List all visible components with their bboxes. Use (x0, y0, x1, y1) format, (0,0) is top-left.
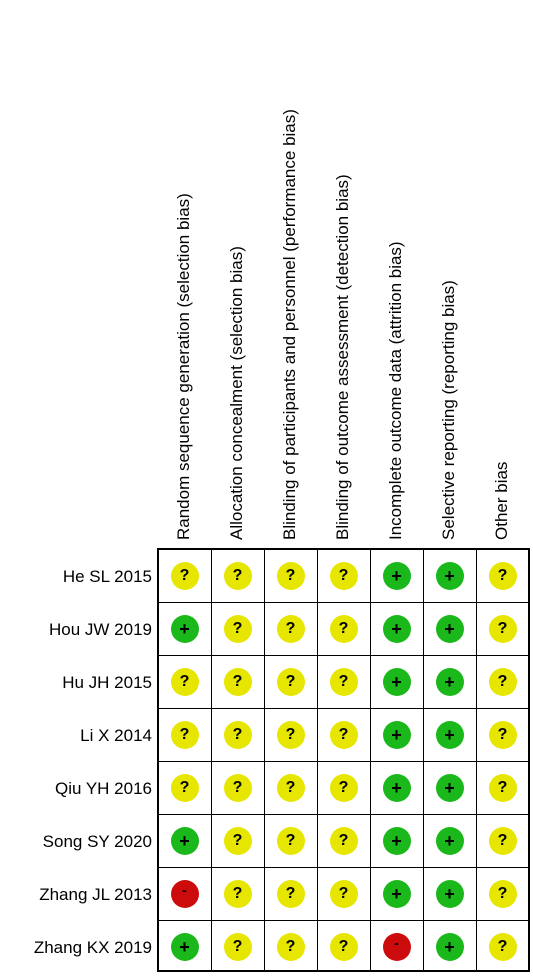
unclear-risk-icon: ? (489, 880, 517, 908)
low-risk-icon: + (436, 880, 464, 908)
column-label-text: Selective reporting (reporting bias) (438, 280, 458, 540)
low-risk-icon: + (171, 933, 199, 961)
unclear-risk-icon: ? (277, 933, 305, 961)
unclear-risk-icon: ? (277, 827, 305, 855)
low-risk-icon: + (383, 615, 411, 643)
rating-cell (476, 920, 529, 973)
rating-cell (317, 920, 370, 973)
rating-cell (211, 549, 264, 602)
row-label: Hu JH 2015 (62, 672, 152, 692)
rating-cell (423, 761, 476, 814)
unclear-risk-icon: ? (277, 880, 305, 908)
rating-cell (158, 708, 211, 761)
unclear-risk-icon: ? (330, 562, 358, 590)
rating-cell (476, 761, 529, 814)
unclear-risk-icon: ? (330, 933, 358, 961)
unclear-risk-icon: ? (277, 721, 305, 749)
unclear-risk-icon: ? (330, 774, 358, 802)
unclear-risk-icon: ? (489, 774, 517, 802)
column-label-text: Other bias (491, 461, 511, 540)
rating-cell (423, 867, 476, 920)
rating-cell (423, 549, 476, 602)
rating-cell (423, 814, 476, 867)
rating-cell (370, 655, 423, 708)
low-risk-icon: + (436, 933, 464, 961)
row-label: Zhang KX 2019 (33, 937, 152, 957)
rating-cell (476, 814, 529, 867)
low-risk-icon: + (383, 721, 411, 749)
column-label-text: Allocation concealment (selection bias) (226, 246, 246, 540)
rating-cell (476, 867, 529, 920)
row-label: Song SY 2020 (42, 831, 152, 851)
unclear-risk-icon: ? (330, 827, 358, 855)
rating-cell (211, 761, 264, 814)
low-risk-icon: + (436, 562, 464, 590)
unclear-risk-icon: ? (171, 721, 199, 749)
row-label: He SL 2015 (62, 566, 152, 586)
unclear-risk-icon: ? (489, 615, 517, 643)
unclear-risk-icon: ? (330, 880, 358, 908)
unclear-risk-icon: ? (224, 562, 252, 590)
unclear-risk-icon: ? (224, 880, 252, 908)
rating-cell (264, 549, 317, 602)
low-risk-icon: + (383, 827, 411, 855)
rating-cell (158, 814, 211, 867)
unclear-risk-icon: ? (277, 668, 305, 696)
unclear-risk-icon: ? (224, 615, 252, 643)
low-risk-icon: + (436, 668, 464, 696)
rating-cell (158, 655, 211, 708)
unclear-risk-icon: ? (224, 774, 252, 802)
rating-cell (264, 920, 317, 973)
rating-cell (211, 655, 264, 708)
unclear-risk-icon: ? (330, 615, 358, 643)
rating-cell (423, 602, 476, 655)
low-risk-icon: + (383, 880, 411, 908)
rating-cell (211, 602, 264, 655)
rating-cell (211, 814, 264, 867)
rating-cell (476, 708, 529, 761)
unclear-risk-icon: ? (277, 615, 305, 643)
low-risk-icon: + (436, 774, 464, 802)
column-label-text: Blinding of outcome assessment (detection bias) (332, 174, 352, 540)
unclear-risk-icon: ? (489, 827, 517, 855)
rating-cell (423, 920, 476, 973)
row-label: Zhang JL 2013 (39, 884, 152, 904)
rating-cell (317, 814, 370, 867)
unclear-risk-icon: ? (171, 774, 199, 802)
unclear-risk-icon: ? (171, 668, 199, 696)
row-label: Li X 2014 (80, 725, 152, 745)
unclear-risk-icon: ? (330, 668, 358, 696)
rating-cell (423, 655, 476, 708)
rating-cell (264, 867, 317, 920)
low-risk-icon: + (171, 615, 199, 643)
rating-cell (370, 602, 423, 655)
rating-cell (264, 708, 317, 761)
rating-cell (264, 602, 317, 655)
row-label: Hou JW 2019 (49, 619, 152, 639)
rating-cell (476, 549, 529, 602)
rating-cell (158, 602, 211, 655)
high-risk-icon: - (383, 933, 411, 961)
rating-cell (211, 920, 264, 973)
low-risk-icon: + (171, 827, 199, 855)
unclear-risk-icon: ? (277, 562, 305, 590)
unclear-risk-icon: ? (224, 933, 252, 961)
low-risk-icon: + (383, 774, 411, 802)
unclear-risk-icon: ? (224, 827, 252, 855)
rating-cell (476, 655, 529, 708)
rating-cell (211, 867, 264, 920)
rating-cell (370, 708, 423, 761)
risk-of-bias-grid (157, 548, 530, 972)
column-label-text: Random sequence generation (selection bias) (173, 193, 193, 540)
rating-cell (370, 761, 423, 814)
unclear-risk-icon: ? (224, 668, 252, 696)
rating-cell (317, 602, 370, 655)
unclear-risk-icon: ? (489, 721, 517, 749)
rating-cell (476, 602, 529, 655)
unclear-risk-icon: ? (277, 774, 305, 802)
low-risk-icon: + (436, 721, 464, 749)
column-label-text: Blinding of participants and personnel (performance bias) (279, 109, 299, 540)
unclear-risk-icon: ? (489, 933, 517, 961)
rating-cell (317, 867, 370, 920)
high-risk-icon: - (171, 880, 199, 908)
rating-cell (158, 761, 211, 814)
rating-cell (264, 814, 317, 867)
rating-cell (317, 708, 370, 761)
rating-cell (264, 761, 317, 814)
low-risk-icon: + (383, 668, 411, 696)
rating-cell (158, 549, 211, 602)
low-risk-icon: + (383, 562, 411, 590)
row-label: Qiu YH 2016 (54, 778, 152, 798)
unclear-risk-icon: ? (224, 721, 252, 749)
unclear-risk-icon: ? (489, 562, 517, 590)
low-risk-icon: + (436, 615, 464, 643)
rating-cell (158, 920, 211, 973)
rating-cell (370, 867, 423, 920)
rating-cell (317, 549, 370, 602)
rating-cell (370, 920, 423, 973)
rating-cell (264, 655, 317, 708)
rating-cell (317, 655, 370, 708)
rating-cell (370, 814, 423, 867)
low-risk-icon: + (436, 827, 464, 855)
rating-cell (370, 549, 423, 602)
rating-cell (211, 708, 264, 761)
unclear-risk-icon: ? (489, 668, 517, 696)
unclear-risk-icon: ? (171, 562, 199, 590)
column-label-text: Incomplete outcome data (attrition bias) (385, 241, 405, 540)
rating-cell (317, 761, 370, 814)
rating-cell (158, 867, 211, 920)
rating-cell (423, 708, 476, 761)
unclear-risk-icon: ? (330, 721, 358, 749)
